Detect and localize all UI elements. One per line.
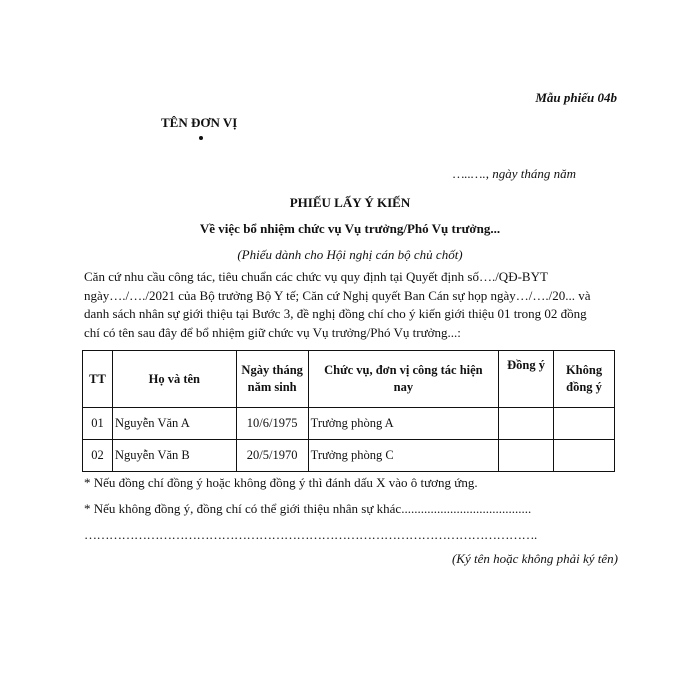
signature-note: (Ký tên hoặc không phải ký tên) <box>451 551 618 566</box>
cell-name: Nguyễn Văn A <box>112 408 236 440</box>
table-row <box>83 440 615 472</box>
header-agree: Đồng ý <box>499 351 554 408</box>
dotted-fill-line[interactable]: ………………………………………………………………………………………………. <box>84 527 537 542</box>
bullet-dot <box>199 136 203 140</box>
header-disagree-line2: đồng ý <box>566 380 602 394</box>
header-dob-line2: năm sinh <box>247 380 297 394</box>
organization-name: TÊN ĐƠN VỊ <box>161 115 238 130</box>
candidate-table <box>82 350 615 472</box>
header-tt: TT <box>83 351 113 408</box>
intro-line: Căn cứ nhu cầu công tác, tiêu chuẩn các chức vụ quy định tại Quyết định số…./QĐ-BYT <box>84 269 548 284</box>
cell-tt: 02 <box>83 440 113 472</box>
header-dob <box>236 351 308 408</box>
cell-dob: 10/6/1975 <box>236 408 308 440</box>
header-disagree <box>554 351 615 408</box>
intro-line: danh sách nhân sự giới thiệu tại Bước 3, đề nghị đồng chí cho ý kiến giới thiệu 01 trong 02 đồng <box>84 306 587 321</box>
header-dob-line1: Ngày tháng <box>241 363 303 377</box>
cell-position: Trưởng phòng C <box>308 440 498 472</box>
table-header-row <box>83 351 615 408</box>
cell-dob: 20/5/1970 <box>236 440 308 472</box>
instruction-mark-x: * Nếu đồng chí đồng ý hoặc không đồng ý thì đánh dấu X vào ô tương ứng. <box>84 475 478 490</box>
header-position-line2: nay <box>393 380 414 394</box>
cell-position: Trưởng phòng A <box>308 408 498 440</box>
date-line: …..…., ngày tháng năm <box>452 166 576 181</box>
header-position-line1: Chức vụ, đơn vị công tác hiện <box>324 363 483 377</box>
form-code: Mẫu phiếu 04b <box>535 90 617 105</box>
table-row <box>83 408 615 440</box>
agree-checkbox-cell[interactable] <box>499 408 554 440</box>
instruction-suggest-other[interactable]: * Nếu không đồng ý, đồng chí có thể giới thiệu nhân sự khác........................................ <box>84 501 532 516</box>
document-title: PHIẾU LẤY Ý KIẾN <box>289 195 411 210</box>
disagree-checkbox-cell[interactable] <box>554 408 615 440</box>
disagree-checkbox-cell[interactable] <box>554 440 615 472</box>
header-name: Họ và tên <box>112 351 236 408</box>
document-subtitle: Về việc bổ nhiệm chức vụ Vụ trưởng/Phó Vụ trưởng... <box>199 221 501 236</box>
intro-line: chí có tên sau đây để bổ nhiệm giữ chức vụ Vụ trưởng/Phó Vụ trưởng...: <box>84 324 461 340</box>
agree-checkbox-cell[interactable] <box>499 440 554 472</box>
cell-tt: 01 <box>83 408 113 440</box>
intro-paragraph <box>84 268 616 342</box>
intro-line: ngày…./…./2021 của Bộ trưởng Bộ Y tế; Căn cứ Nghị quyết Ban Cán sự họp ngày…/…./20... và <box>84 287 591 303</box>
cell-name: Nguyễn Văn B <box>112 440 236 472</box>
header-position <box>308 351 498 408</box>
document-note: (Phiếu dành cho Hội nghị cán bộ chủ chốt) <box>237 247 463 262</box>
header-disagree-line1: Không <box>565 363 603 377</box>
